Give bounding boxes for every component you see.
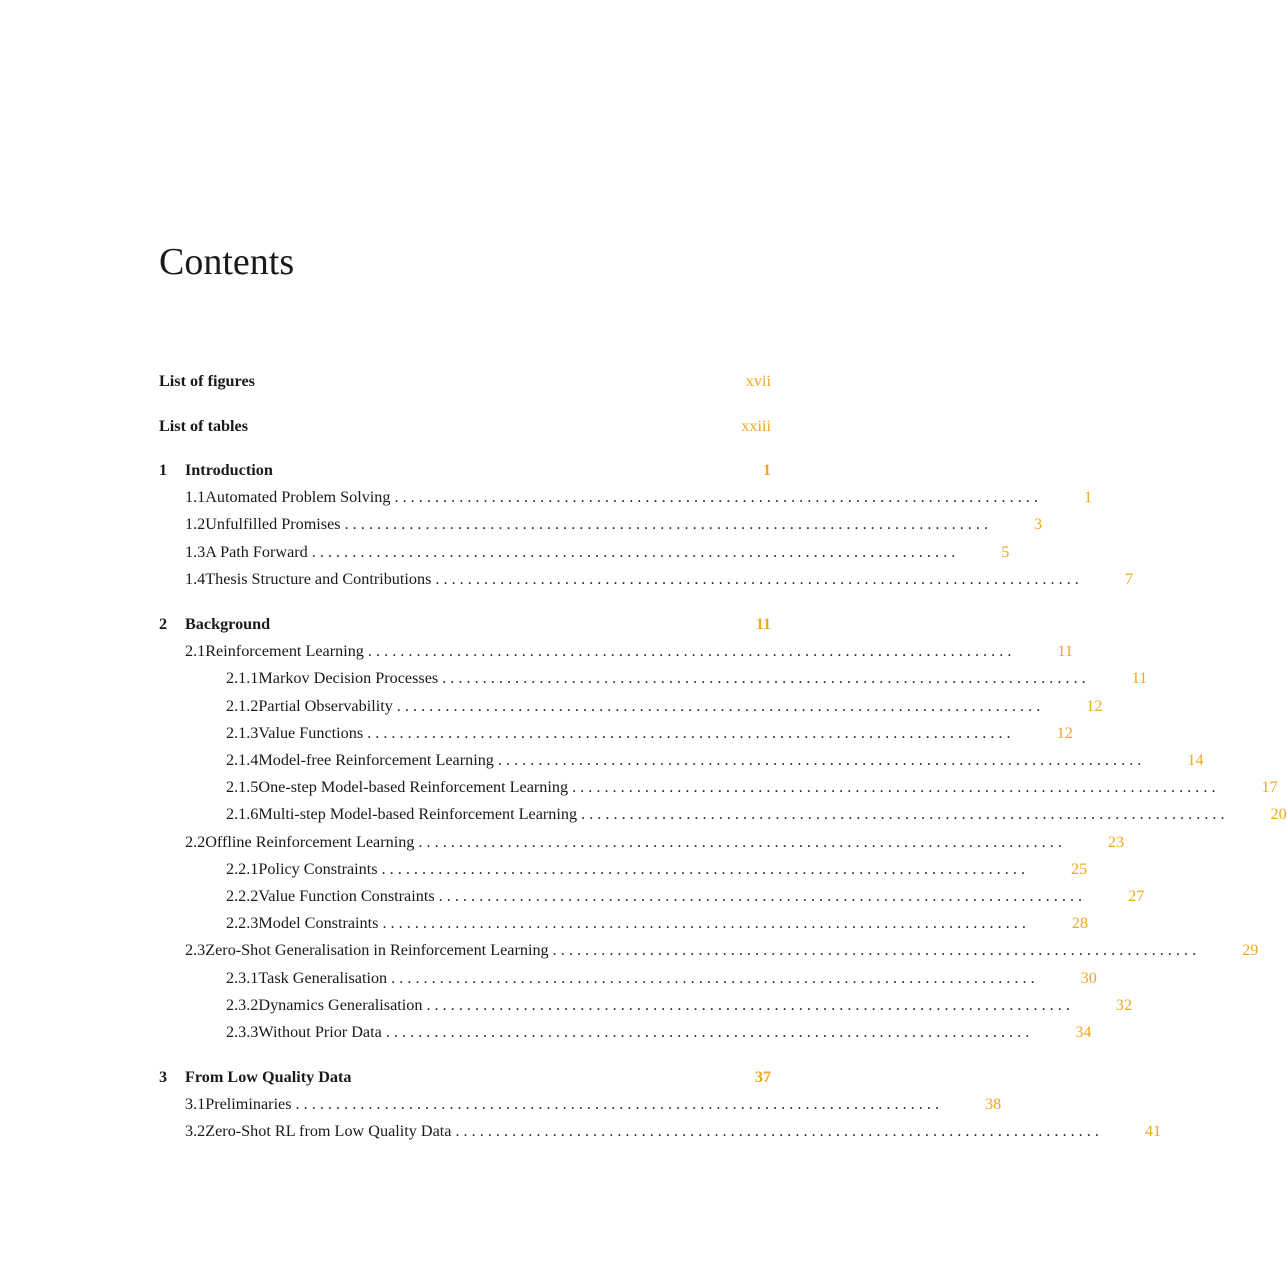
toc-chapter-entry[interactable] <box>159 460 771 480</box>
toc-entry-title: Offline Reinforcement Learning <box>205 832 415 851</box>
dot-leader: . . . . . . . . . . . . . . . . . . . . . . . . . . . . . . . . . . . . . . . . . . . . . . . . . . . . . . . . . . . . . . . . . . . . . . . . . . . . . . . . <box>442 669 1086 688</box>
toc-entry-number: 2.1.6 <box>226 805 259 824</box>
toc-entry-number: 2.3.3 <box>226 1022 259 1041</box>
toc-entry-page-number: 5 <box>1001 542 1010 561</box>
toc-entry-number: 2.1 <box>185 642 206 661</box>
toc-entry-page-number: 7 <box>1124 569 1133 588</box>
toc-section-entry[interactable] <box>185 832 1125 852</box>
toc-entry-title: Without Prior Data <box>258 1022 382 1041</box>
dot-leader: . . . . . . . . . . . . . . . . . . . . . . . . . . . . . . . . . . . . . . . . . . . . . . . . . . . . . . . . . . . . . . . . . . . . . . . . . . . . . . . . <box>311 542 956 561</box>
toc-entry-number: 2.2.1 <box>226 859 259 878</box>
toc-entry-number: 2.2 <box>185 832 206 851</box>
toc-subsection-entry[interactable] <box>226 804 1287 824</box>
toc-entry-page-number: 11 <box>1057 642 1073 661</box>
toc-entry-number: 2.2.3 <box>226 914 259 933</box>
toc-entry-title: Zero-Shot Generalisation in Reinforcement Learning <box>205 941 549 960</box>
toc-entry-page-number: 41 <box>1144 1122 1162 1141</box>
toc-subsection-entry[interactable] <box>226 968 1097 988</box>
toc-entry-number: 2.3.2 <box>226 995 259 1014</box>
toc-entry-title: Reinforcement Learning <box>205 642 364 661</box>
toc-entry-number: 1 <box>159 461 168 479</box>
toc-entry-number: 2.1.5 <box>226 778 259 797</box>
toc-entry-page-number: 12 <box>1056 723 1073 742</box>
toc-subsection-entry[interactable] <box>226 886 1145 906</box>
toc-chapter-entry[interactable] <box>159 614 771 634</box>
toc-entry-page-number: 30 <box>1080 968 1097 987</box>
toc-entry-number: 2.1.3 <box>226 723 259 742</box>
toc-subsection-entry[interactable] <box>226 777 1278 797</box>
toc-entry-title: Policy Constraints <box>258 859 378 878</box>
toc-entry-title: Value Functions <box>258 723 364 742</box>
dot-leader: . . . . . . . . . . . . . . . . . . . . . . . . . . . . . . . . . . . . . . . . . . . . . . . . . . . . . . . . . . . . . . . . . . . . . . . . . . . . . . . . <box>426 995 1070 1014</box>
dot-leader: . . . . . . . . . . . . . . . . . . . . . . . . . . . . . . . . . . . . . . . . . . . . . . . . . . . . . . . . . . . . . . . . . . . . . . . . . . . . . . . . <box>572 778 1216 797</box>
toc-entry-title: Markov Decision Processes <box>258 669 439 688</box>
toc-entry-page-number: 17 <box>1261 778 1278 797</box>
toc-entry-number: 1.2 <box>185 515 206 534</box>
toc-entry-number: 2 <box>159 614 168 633</box>
toc-entry-title: Zero-Shot RL from Low Quality Data <box>205 1122 452 1141</box>
toc-entry-page-number: 29 <box>1242 941 1259 960</box>
toc-entry-title: Multi-step Model-based Reinforcement Learning <box>258 805 578 824</box>
toc-entry-title: Value Function Constraints <box>258 886 435 905</box>
toc-entry-number: 2.3.1 <box>226 968 259 987</box>
dot-leader: . . . . . . . . . . . . . . . . . . . . . . . . . . . . . . . . . . . . . . . . . . . . . . . . . . . . . . . . . . . . . . . . . . . . . . . . . . . . . . . . <box>438 886 1083 905</box>
toc-entry-title: Model Constraints <box>258 914 379 933</box>
toc-entry-page-number: xvii <box>745 372 771 390</box>
page-title: Contents <box>159 241 295 283</box>
toc-subsection-entry[interactable] <box>226 750 1204 770</box>
dot-leader: . . . . . . . . . . . . . . . . . . . . . . . . . . . . . . . . . . . . . . . . . . . . . . . . . . . . . . . . . . . . . . . . . . . . . . . . . . . . . . . . <box>396 696 1041 715</box>
dot-leader: . . . . . . . . . . . . . . . . . . . . . . . . . . . . . . . . . . . . . . . . . . . . . . . . . . . . . . . . . . . . . . . . . . . . . . . . . . . . . . . . <box>344 515 989 534</box>
toc-subsection-entry[interactable] <box>226 995 1133 1015</box>
toc-entry-page-number: 3 <box>1034 515 1043 534</box>
toc-entry-title: Dynamics Generalisation <box>258 995 423 1014</box>
toc-entry-title: Task Generalisation <box>258 968 388 987</box>
toc-section-entry[interactable] <box>185 1094 1002 1114</box>
toc-section-entry[interactable] <box>185 514 1043 534</box>
toc-entry-page-number: 23 <box>1107 832 1125 851</box>
toc-entry-page-number: 37 <box>754 1068 771 1086</box>
toc-entry-title: Automated Problem Solving <box>205 488 391 507</box>
toc-entry-title: Introduction <box>185 461 273 479</box>
dot-leader: . . . . . . . . . . . . . . . . . . . . . . . . . . . . . . . . . . . . . . . . . . . . . . . . . . . . . . . . . . . . . . . . . . . . . . . . . . . . . . . . <box>394 488 1038 507</box>
toc-front-matter-entry[interactable] <box>159 371 771 391</box>
dot-leader: . . . . . . . . . . . . . . . . . . . . . . . . . . . . . . . . . . . . . . . . . . . . . . . . . . . . . . . . . . . . . . . . . . . . . . . . . . . . . . . . <box>385 1022 1030 1041</box>
toc-section-entry[interactable] <box>185 1121 1162 1141</box>
toc-entry-number: 2.3 <box>185 941 206 960</box>
toc-entry-number: 3.2 <box>185 1122 206 1141</box>
toc-entry-number: 1.4 <box>185 569 206 588</box>
toc-entry-number: 2.1.4 <box>226 750 259 769</box>
toc-subsection-entry[interactable] <box>226 1022 1092 1042</box>
toc-entry-title: A Path Forward <box>205 542 308 561</box>
toc-entry-number: 3.1 <box>185 1095 206 1114</box>
toc-entry-title: Background <box>185 614 271 633</box>
toc-entry-number: 2.1.2 <box>226 696 259 715</box>
toc-entry-page-number: 38 <box>985 1095 1002 1114</box>
toc-entry-title: Partial Observability <box>258 696 393 715</box>
toc-entry-title: List of tables <box>159 416 249 435</box>
toc-entry-title: Model-free Reinforcement Learning <box>258 750 494 769</box>
dot-leader: . . . . . . . . . . . . . . . . . . . . . . . . . . . . . . . . . . . . . . . . . . . . . . . . . . . . . . . . . . . . . . . . . . . . . . . . . . . . . . . . <box>581 805 1225 824</box>
toc-entry-page-number: 11 <box>755 614 771 633</box>
toc-entry-page-number: xxiii <box>741 416 771 435</box>
toc-entry-page-number: 20 <box>1270 805 1287 824</box>
toc-entry-number: 3 <box>159 1068 168 1086</box>
toc-entry-page-number: 14 <box>1187 750 1204 769</box>
dot-leader: . . . . . . . . . . . . . . . . . . . . . . . . . . . . . . . . . . . . . . . . . . . . . . . . . . . . . . . . . . . . . . . . . . . . . . . . . . . . . . . . <box>497 750 1142 769</box>
toc-entry-title: From Low Quality Data <box>185 1068 352 1086</box>
toc-section-entry[interactable] <box>185 487 1093 507</box>
toc-entry-number: 2.2.2 <box>226 886 259 905</box>
toc-subsection-entry[interactable] <box>226 668 1148 688</box>
toc-section-entry[interactable] <box>185 569 1133 589</box>
toc-entry-number: 1.3 <box>185 542 206 561</box>
toc-entry-title: Unfulfilled Promises <box>205 515 341 534</box>
toc-entry-page-number: 11 <box>1131 669 1148 688</box>
toc-entry-title: One-step Model-based Reinforcement Learning <box>258 778 569 797</box>
toc-section-entry[interactable] <box>185 542 1010 562</box>
toc-chapter-entry[interactable] <box>159 1067 771 1087</box>
toc-entry-page-number: 27 <box>1128 886 1145 905</box>
dot-leader: . . . . . . . . . . . . . . . . . . . . . . . . . . . . . . . . . . . . . . . . . . . . . . . . . . . . . . . . . . . . . . . . . . . . . . . . . . . . . . . . <box>381 859 1025 878</box>
toc-entry-page-number: 32 <box>1115 995 1133 1014</box>
toc-entry-page-number: 12 <box>1086 696 1103 715</box>
toc-entry-number: 1.1 <box>185 488 206 507</box>
dot-leader: . . . . . . . . . . . . . . . . . . . . . . . . . . . . . . . . . . . . . . . . . . . . . . . . . . . . . . . . . . . . . . . . . . . . . . . . . . . . . . . . <box>295 1095 939 1114</box>
toc-entry-title: Thesis Structure and Contributions <box>205 569 432 588</box>
toc-entry-page-number: 34 <box>1075 1022 1092 1041</box>
toc-section-entry[interactable] <box>185 940 1259 960</box>
toc-section-entry[interactable] <box>185 641 1073 661</box>
toc-entry-page-number: 28 <box>1071 914 1089 933</box>
toc-entry-number: 2.1.1 <box>226 669 259 688</box>
dot-leader: . . . . . . . . . . . . . . . . . . . . . . . . . . . . . . . . . . . . . . . . . . . . . . . . . . . . . . . . . . . . . . . . . . . . . . . . . . . . . . . . <box>418 832 1062 851</box>
toc-entry-title: Preliminaries <box>205 1095 292 1114</box>
dot-leader: . . . . . . . . . . . . . . . . . . . . . . . . . . . . . . . . . . . . . . . . . . . . . . . . . . . . . . . . . . . . . . . . . . . . . . . . . . . . . . . . <box>367 642 1012 661</box>
dot-leader: . . . . . . . . . . . . . . . . . . . . . . . . . . . . . . . . . . . . . . . . . . . . . . . . . . . . . . . . . . . . . . . . . . . . . . . . . . . . . . . . <box>455 1122 1099 1141</box>
toc-subsection-entry[interactable] <box>226 696 1103 716</box>
toc-front-matter-entry[interactable] <box>159 416 771 436</box>
toc-subsection-entry[interactable] <box>226 913 1089 933</box>
toc-entry-title: List of figures <box>159 372 255 390</box>
dot-leader: . . . . . . . . . . . . . . . . . . . . . . . . . . . . . . . . . . . . . . . . . . . . . . . . . . . . . . . . . . . . . . . . . . . . . . . . . . . . . . . . <box>382 914 1026 933</box>
toc-subsection-entry[interactable] <box>226 859 1088 879</box>
dot-leader: . . . . . . . . . . . . . . . . . . . . . . . . . . . . . . . . . . . . . . . . . . . . . . . . . . . . . . . . . . . . . . . . . . . . . . . . . . . . . . . . <box>552 941 1197 960</box>
dot-leader: . . . . . . . . . . . . . . . . . . . . . . . . . . . . . . . . . . . . . . . . . . . . . . . . . . . . . . . . . . . . . . . . . . . . . . . . . . . . . . . . <box>435 569 1079 588</box>
dot-leader: . . . . . . . . . . . . . . . . . . . . . . . . . . . . . . . . . . . . . . . . . . . . . . . . . . . . . . . . . . . . . . . . . . . . . . . . . . . . . . . . <box>367 723 1011 742</box>
toc-entry-page-number: 1 <box>762 461 771 479</box>
toc-entry-page-number: 1 <box>1083 488 1093 507</box>
dot-leader: . . . . . . . . . . . . . . . . . . . . . . . . . . . . . . . . . . . . . . . . . . . . . . . . . . . . . . . . . . . . . . . . . . . . . . . . . . . . . . . . <box>391 968 1035 987</box>
toc-entry-page-number: 25 <box>1071 859 1088 878</box>
toc-subsection-entry[interactable] <box>226 723 1073 743</box>
